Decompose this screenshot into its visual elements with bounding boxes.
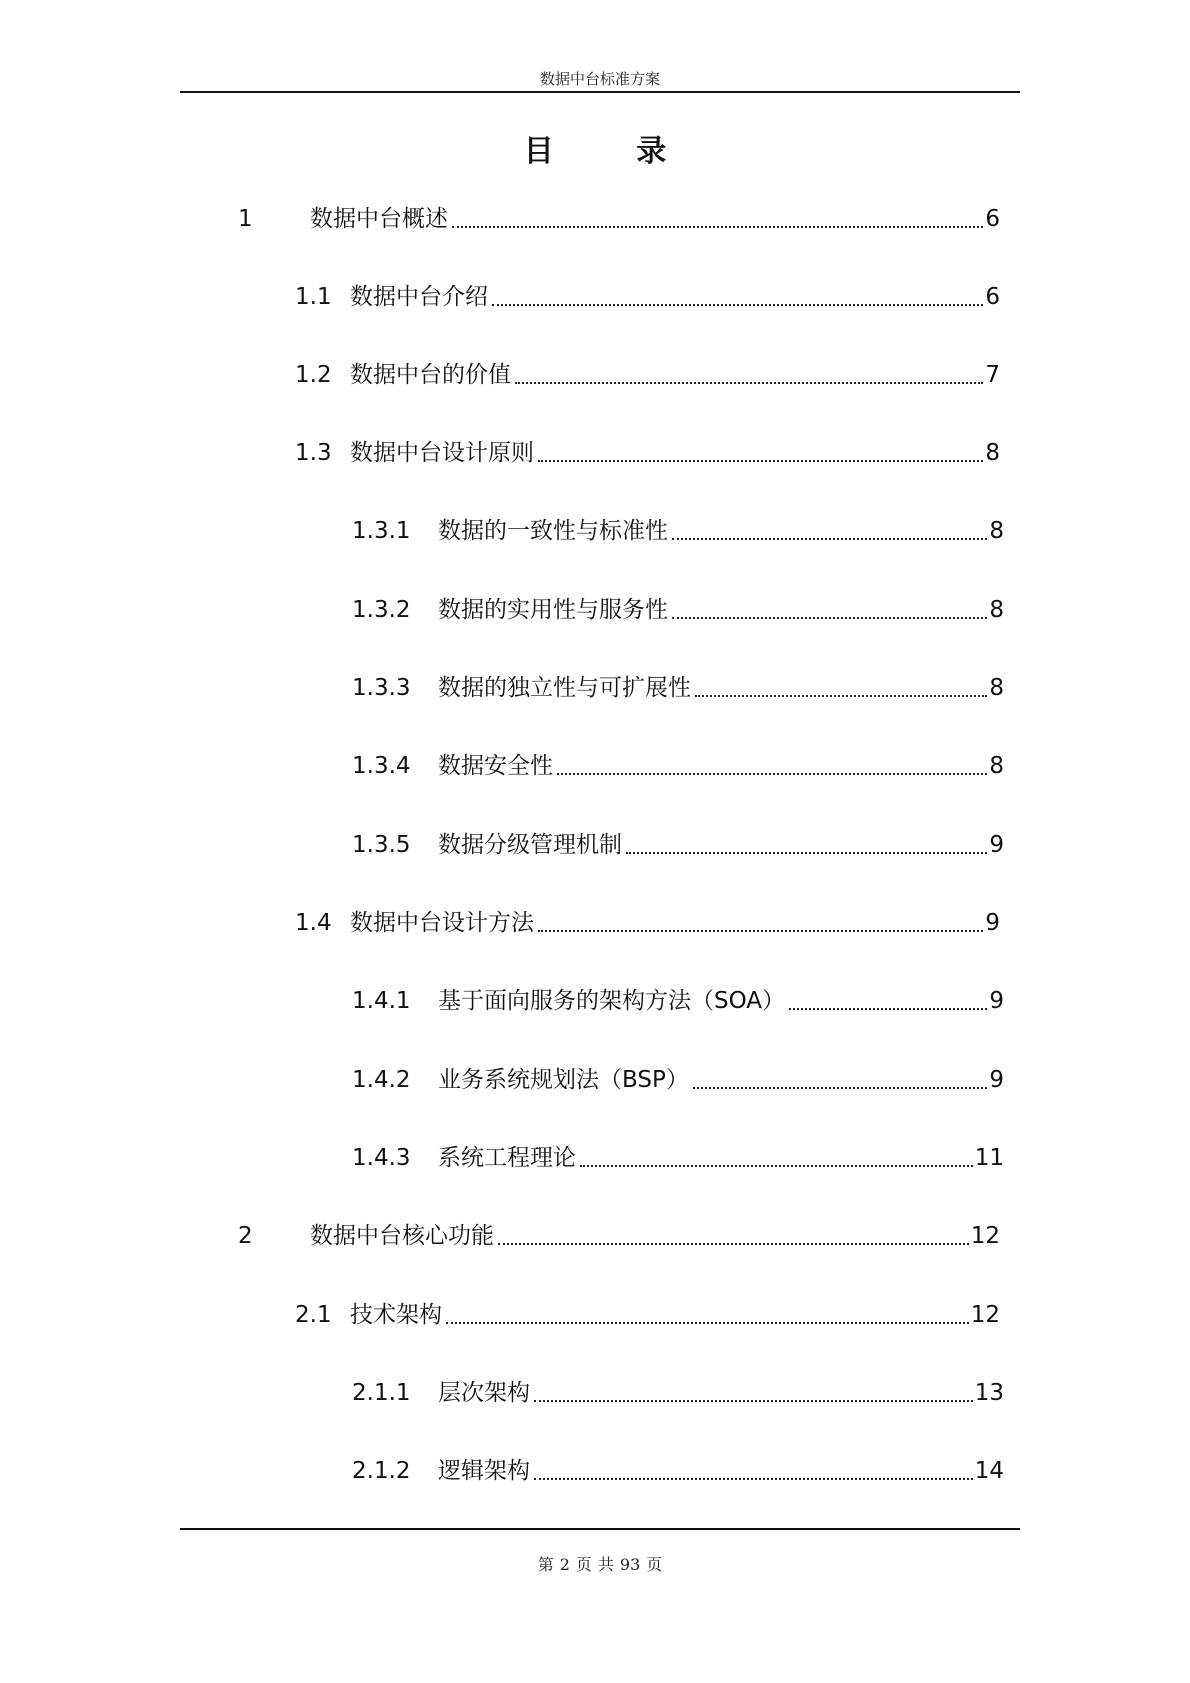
toc-entry-page: 8 bbox=[985, 440, 1000, 466]
toc-entry-page: 8 bbox=[989, 753, 1004, 779]
toc-entry[interactable] bbox=[352, 1061, 1004, 1095]
dot-leader bbox=[557, 772, 987, 775]
footer-page-word: 页 bbox=[575, 1555, 592, 1574]
footer-current-page: 2 bbox=[559, 1555, 570, 1574]
toc-entry-number: 1.2 bbox=[295, 362, 332, 388]
toc-entry-text: 数据安全性 bbox=[438, 753, 553, 779]
dot-leader bbox=[538, 459, 983, 462]
toc-entry[interactable] bbox=[352, 1139, 1004, 1173]
toc-entry-page: 13 bbox=[974, 1380, 1004, 1406]
dot-leader bbox=[446, 1321, 969, 1324]
footer-total-pages: 93 bbox=[619, 1555, 641, 1574]
toc-entry-page: 11 bbox=[974, 1145, 1004, 1171]
toc-entry-number: 2 bbox=[238, 1223, 253, 1249]
toc-entry-text: 逻辑架构 bbox=[438, 1458, 530, 1484]
toc-entry-text: 基于面向服务的架构方法（SOA） bbox=[438, 988, 786, 1014]
toc-entry[interactable] bbox=[352, 1374, 1004, 1408]
toc-entry-text: 数据的实用性与服务性 bbox=[438, 597, 668, 623]
toc-entry-page: 12 bbox=[970, 1302, 1000, 1328]
toc-entry-number: 1.3.1 bbox=[352, 518, 411, 544]
toc-entry[interactable] bbox=[352, 1452, 1004, 1486]
toc-entry-page: 8 bbox=[989, 518, 1004, 544]
toc-entry[interactable] bbox=[238, 1217, 1000, 1251]
toc-entry[interactable] bbox=[352, 747, 1004, 781]
toc-entry-text: 数据的独立性与可扩展性 bbox=[438, 675, 691, 701]
toc-entry-number: 2.1 bbox=[295, 1302, 332, 1328]
toc-entry-page: 12 bbox=[970, 1223, 1000, 1249]
toc-entry-text: 数据中台设计原则 bbox=[350, 440, 534, 466]
toc-entry[interactable] bbox=[295, 434, 1000, 468]
toc-entry-text: 数据中台核心功能 bbox=[310, 1223, 494, 1249]
toc-entry-page: 8 bbox=[989, 675, 1004, 701]
toc-entry-number: 1.4 bbox=[295, 910, 332, 936]
header-divider bbox=[180, 91, 1020, 93]
dot-leader bbox=[626, 851, 987, 854]
toc-entry-number: 1.3.2 bbox=[352, 597, 411, 623]
toc-entry[interactable] bbox=[352, 669, 1004, 703]
toc-entry-text: 数据中台介绍 bbox=[350, 284, 488, 310]
toc-entry-page: 7 bbox=[985, 362, 1000, 388]
toc-entry-text: 数据分级管理机制 bbox=[438, 832, 622, 858]
toc-entry-number: 1.3.4 bbox=[352, 753, 411, 779]
dot-leader bbox=[672, 537, 987, 540]
toc-entry-text: 数据中台的价值 bbox=[350, 362, 511, 388]
toc-entry-number: 1.4.3 bbox=[352, 1145, 411, 1171]
toc-entry-page: 9 bbox=[989, 832, 1004, 858]
toc-entry[interactable] bbox=[295, 1296, 1000, 1330]
toc-entry-text: 数据的一致性与标准性 bbox=[438, 518, 668, 544]
toc-entry-text: 业务系统规划法（BSP） bbox=[438, 1067, 689, 1093]
dot-leader bbox=[580, 1164, 973, 1167]
dot-leader bbox=[672, 616, 987, 619]
toc-entry-number: 2.1.1 bbox=[352, 1380, 411, 1406]
toc-entry[interactable] bbox=[295, 356, 1000, 390]
dot-leader bbox=[534, 1399, 973, 1402]
toc-entry-number: 1.3.5 bbox=[352, 832, 411, 858]
toc-entry[interactable] bbox=[295, 278, 1000, 312]
dot-leader bbox=[492, 303, 983, 306]
toc-entry[interactable] bbox=[295, 904, 1000, 938]
dot-leader bbox=[538, 929, 983, 932]
toc-entry-number: 1.4.1 bbox=[352, 988, 411, 1014]
page-footer bbox=[180, 1552, 1020, 1575]
toc-entry-text: 技术架构 bbox=[350, 1302, 442, 1328]
dot-leader bbox=[498, 1242, 969, 1245]
dot-leader bbox=[789, 1007, 987, 1010]
toc-entry-page: 9 bbox=[985, 910, 1000, 936]
toc-entry-text: 系统工程理论 bbox=[438, 1145, 576, 1171]
toc-entry-page: 6 bbox=[985, 206, 1000, 232]
footer-suffix: 页 bbox=[646, 1555, 663, 1574]
footer-total-prefix: 共 bbox=[597, 1555, 614, 1574]
toc-entry-number: 1.4.2 bbox=[352, 1067, 411, 1093]
dot-leader bbox=[695, 694, 987, 697]
toc-entry-number: 1 bbox=[238, 206, 253, 232]
dot-leader bbox=[693, 1086, 988, 1089]
toc-entry-number: 2.1.2 bbox=[352, 1458, 411, 1484]
toc-entry-page: 9 bbox=[989, 1067, 1004, 1093]
footer-prefix: 第 bbox=[537, 1555, 554, 1574]
dot-leader bbox=[534, 1477, 973, 1480]
toc-entry-number: 1.1 bbox=[295, 284, 332, 310]
toc-entry[interactable] bbox=[352, 982, 1004, 1016]
toc-entry-text: 数据中台概述 bbox=[310, 206, 448, 232]
toc-entry-text: 数据中台设计方法 bbox=[350, 910, 534, 936]
toc-entry-text: 层次架构 bbox=[438, 1380, 530, 1406]
toc-entry[interactable] bbox=[352, 826, 1004, 860]
toc-entry[interactable] bbox=[352, 512, 1004, 546]
toc-entry-page: 14 bbox=[974, 1458, 1004, 1484]
running-header: 数据中台标准方案 bbox=[539, 70, 660, 88]
footer-divider bbox=[180, 1528, 1020, 1530]
toc-entry[interactable] bbox=[352, 591, 1004, 625]
dot-leader bbox=[452, 225, 983, 228]
toc-entry-number: 1.3 bbox=[295, 440, 332, 466]
toc-entry-number: 1.3.3 bbox=[352, 675, 411, 701]
toc-entry[interactable] bbox=[238, 200, 1000, 234]
dot-leader bbox=[515, 381, 983, 384]
toc-entry-page: 6 bbox=[985, 284, 1000, 310]
toc-title: 目 录 bbox=[523, 134, 703, 169]
toc-entry-page: 8 bbox=[989, 597, 1004, 623]
toc-entry-page: 9 bbox=[989, 988, 1004, 1014]
